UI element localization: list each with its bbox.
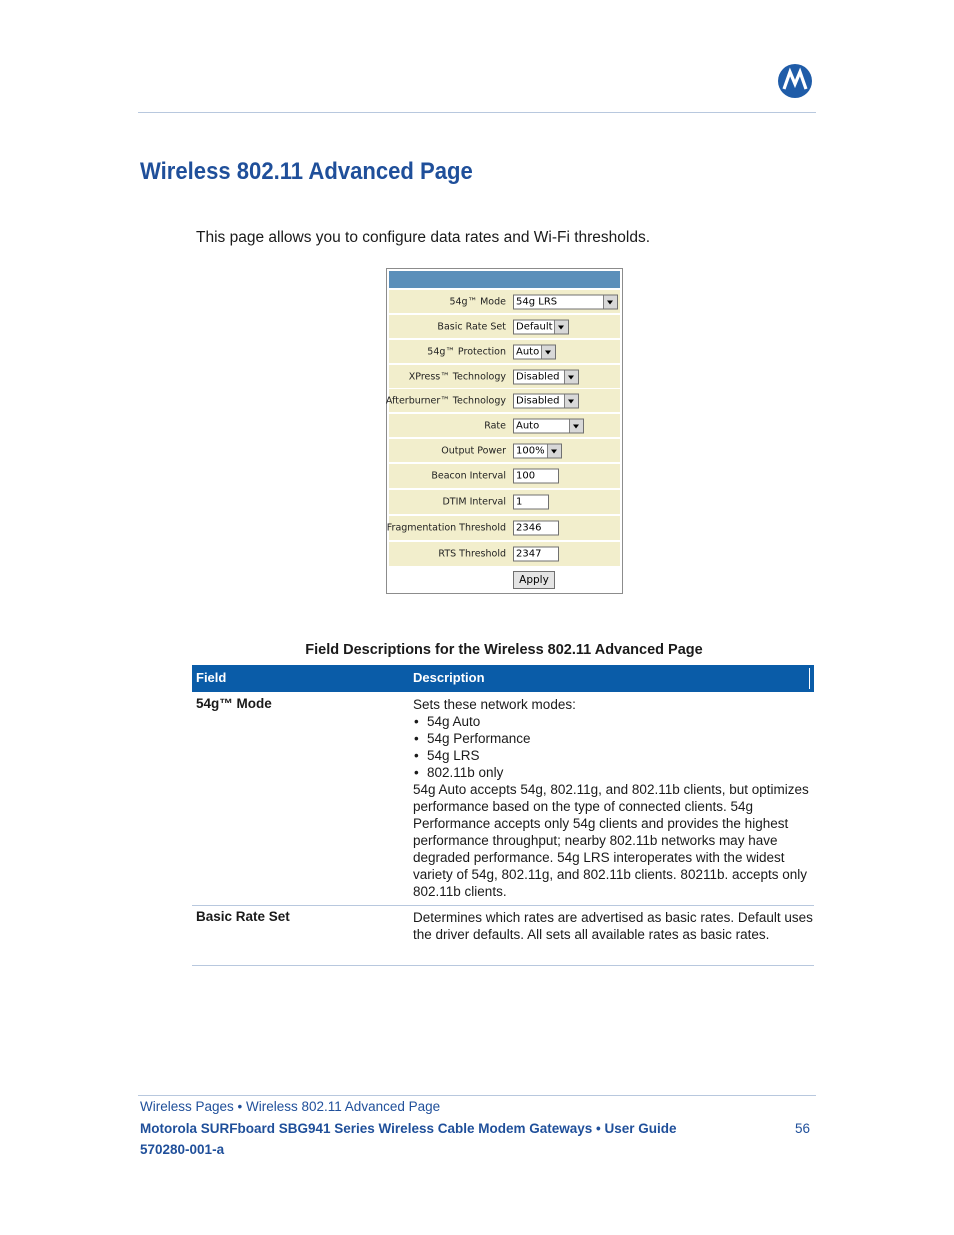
select-afterburner-technology[interactable]: Disabled [513, 393, 579, 408]
label-fragmentation-threshold: Fragmentation Threshold [386, 522, 506, 534]
field-name-basic-rate-set: Basic Rate Set [196, 909, 290, 924]
row-rts-threshold [389, 542, 620, 566]
label-rate: Rate [484, 420, 506, 431]
label-output-power: Output Power [441, 445, 506, 456]
row-beacon-interval [389, 464, 620, 488]
input-rts-threshold[interactable]: 2347 [513, 547, 559, 562]
row-54g-mode [389, 290, 620, 313]
mode-list [413, 713, 813, 781]
list-item: • 54g LRS [413, 747, 813, 764]
description-intro: Sets these network modes: [413, 697, 576, 712]
dropdown-arrow-icon [564, 394, 578, 407]
footer-title: Motorola SURFboard SBG941 Series Wireless Cable Modem Gateways • User Guide [140, 1121, 677, 1136]
input-beacon-interval[interactable]: 100 [513, 469, 559, 484]
dropdown-arrow-icon [603, 295, 617, 308]
dropdown-arrow-icon [554, 320, 568, 333]
label-xpress-technology: XPress™ Technology [408, 371, 506, 382]
label-rts-threshold: RTS Threshold [438, 548, 506, 560]
row-basic-rate-set [389, 315, 620, 338]
footer-section: Wireless Pages • Wireless 802.11 Advanced Page [140, 1099, 441, 1114]
row-rate [389, 414, 620, 437]
panel-header-bar [389, 271, 620, 288]
table-header-divider [809, 668, 810, 689]
field-description-54g-mode [413, 696, 813, 900]
select-xpress-technology[interactable]: Disabled [513, 369, 579, 384]
select-54g-protection[interactable]: Auto [513, 344, 556, 359]
row-divider [192, 965, 814, 966]
description-details: 54g Auto accepts 54g, 802.11g, and 802.11b clients, but optimizes performance based on the type of connected clients. 54g Performance accepts only 54g clients and provides the highest performance throughput; nearby 802.11b networks may have degraded performance. 54g LRS interoperates with the widest variety of 54g, 802.11g, and 802.11b clients. 80211b. accepts only 802.11b clients. [413, 782, 809, 899]
dropdown-arrow-icon [547, 444, 561, 457]
page-number: 56 [795, 1121, 811, 1136]
select-rate[interactable]: Auto [513, 418, 584, 433]
row-xpress-technology [389, 365, 620, 388]
column-header-description: Description [413, 670, 485, 685]
label-54g-protection: 54g™ Protection [427, 346, 506, 357]
dropdown-arrow-icon [564, 370, 578, 383]
field-name-54g-mode: 54g™ Mode [196, 696, 272, 711]
input-dtim-interval[interactable]: 1 [513, 495, 549, 510]
row-fragmentation-threshold [386, 516, 620, 540]
table-caption: Field Descriptions for the Wireless 802.11 Advanced Page [305, 642, 703, 658]
row-divider [192, 905, 814, 906]
motorola-logo-icon [778, 64, 812, 98]
label-54g-mode: 54g™ Mode [449, 296, 506, 307]
list-item: • 802.11b only [413, 764, 813, 781]
page-title: Wireless 802.11 Advanced Page [140, 158, 473, 185]
row-54g-protection [389, 340, 620, 363]
input-fragmentation-threshold[interactable]: 2346 [513, 521, 559, 536]
dropdown-arrow-icon [569, 419, 583, 432]
list-item: • 54g Auto [413, 713, 813, 730]
row-output-power [389, 439, 620, 462]
label-dtim-interval: DTIM Interval [442, 496, 506, 508]
intro-text: This page allows you to configure data rates and Wi-Fi thresholds. [196, 229, 651, 246]
select-basic-rate-set[interactable]: Default [513, 319, 569, 334]
select-54g-mode[interactable]: 54g LRS [513, 294, 618, 309]
apply-button[interactable]: Apply [513, 571, 555, 589]
label-afterburner-technology: Afterburner™ Technology [385, 395, 506, 406]
list-item: • 54g Performance [413, 730, 813, 747]
row-dtim-interval [389, 490, 620, 514]
footer-doc-number: 570280-001-a [140, 1142, 225, 1157]
settings-screenshot [386, 268, 623, 594]
label-beacon-interval: Beacon Interval [431, 470, 506, 482]
column-header-field: Field [196, 670, 227, 685]
header-rule [138, 112, 816, 113]
select-output-power[interactable]: 100% [513, 443, 562, 458]
table-header [192, 665, 814, 692]
label-basic-rate-set: Basic Rate Set [437, 321, 506, 332]
dropdown-arrow-icon [541, 345, 555, 358]
field-description-basic-rate-set: Determines which rates are advertised as basic rates. Default uses the driver defaults. All sets all available rates as basic rates. [413, 910, 813, 942]
row-afterburner-technology [385, 389, 620, 412]
footer-rule [138, 1095, 816, 1096]
